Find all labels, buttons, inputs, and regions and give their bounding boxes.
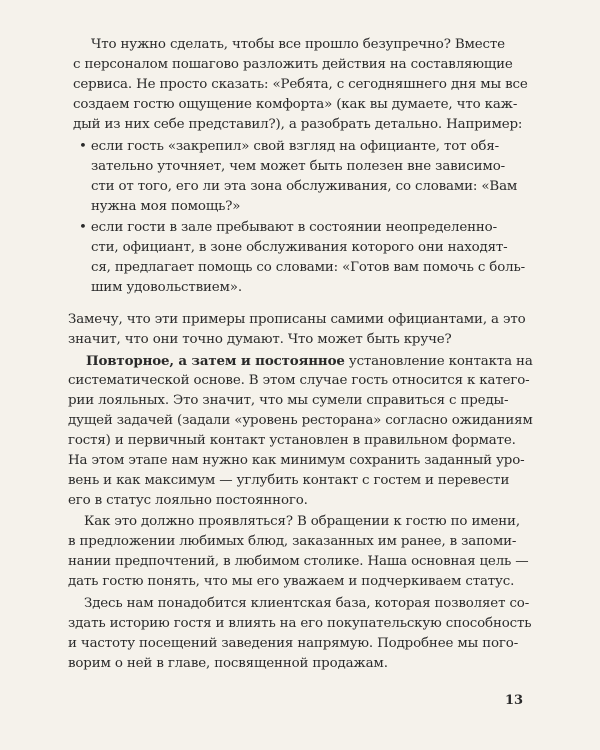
text-line: ворим о ней в главе, посвященной продажам. xyxy=(68,656,388,671)
text-line: Здесь нам понадобится клиентская база, которая позволяет со- xyxy=(84,596,530,611)
list-item-line: шим удовольствием». xyxy=(91,280,242,295)
text-line: Что нужно сделать, чтобы все прошло безупречно? Вместе xyxy=(91,37,505,52)
text-line: дущей задачей (задали «уровень ресторана» согласно ожиданиям xyxy=(68,413,533,428)
list-item-line: ся, предлагает помощь со словами: «Готов вам помочь с боль- xyxy=(91,260,525,275)
text-line: гостя) и первичный контакт установлен в правильном формате. xyxy=(68,433,516,448)
text-line: сервиса. Не просто сказать: «Ребята, с сегодняшнего дня мы все xyxy=(73,77,528,92)
text-line: создаем гостю ощущение комфорта» (как вы думаете, что каж- xyxy=(73,97,518,112)
text-line: рии лояльных. Это значит, что мы сумели справиться с преды- xyxy=(68,393,509,408)
text-line: дый из них себе представил?), а разобрать детально. Например: xyxy=(73,117,523,132)
list-item-line: зательно уточняет, чем может быть полезен вне зависимо- xyxy=(91,159,505,174)
text-line: систематической основе. В этом случае гость относится к катего- xyxy=(68,373,530,388)
text-line: Как это должно проявляться? В обращении к гостю по имени, xyxy=(84,514,520,529)
list-item-line: нужна моя помощь?» xyxy=(91,199,241,214)
text-line: Повторное, а затем и постоянное установление контакта на xyxy=(86,353,533,369)
text-line: Замечу, что эти примеры прописаны самими официантами, а это xyxy=(68,312,526,327)
text-line: На этом этапе нам нужно как минимум сохранить заданный уро- xyxy=(68,453,525,468)
list-item-line: • если гости в зале пребывают в состоянии неопределенно- xyxy=(79,220,497,235)
text-line: с персоналом пошагово разложить действия на составляющие xyxy=(73,57,513,72)
text-line: дать гостю понять, что мы его уважаем и подчеркиваем статус. xyxy=(68,574,515,589)
text-line: и частоту посещений заведения напрямую. Подробнее мы пого- xyxy=(68,636,519,651)
text-line: нании предпочтений, в любимом столике. Наша основная цель — xyxy=(68,554,529,569)
emphasis-text: Повторное, а затем и постоянное xyxy=(86,353,345,369)
text-line: здать историю гостя и влиять на его покупательскую способность xyxy=(68,616,532,631)
list-item-line: сти от того, его ли эта зона обслуживания, со словами: «Вам xyxy=(91,179,518,194)
page-number: 13 xyxy=(505,693,524,708)
text-line: в предложении любимых блюд, заказанных им ранее, в запоми- xyxy=(68,534,517,549)
text-line: его в статус лояльно постоянного. xyxy=(68,493,308,508)
text-line: вень и как максимум — углубить контакт с гостем и перевести xyxy=(68,473,510,488)
text-line: значит, что они точно думают. Что может быть круче? xyxy=(68,332,452,347)
list-item-line: • если гость «закрепил» свой взгляд на официанте, тот обя- xyxy=(79,139,499,154)
list-item-line: сти, официант, в зоне обслуживания которого они находят- xyxy=(91,240,508,255)
